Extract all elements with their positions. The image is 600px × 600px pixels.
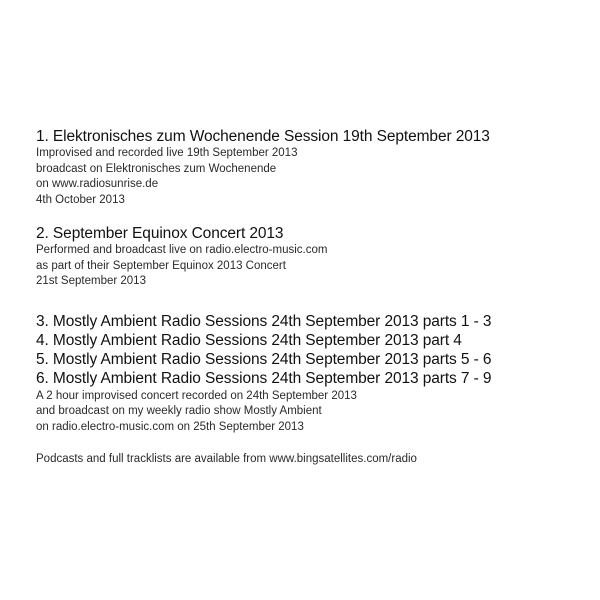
section-heading: 4. Mostly Ambient Radio Sessions 24th September 2013 part 4: [36, 331, 462, 349]
section-details: [36, 389, 588, 436]
section-detail-line: 4th October 2013: [36, 193, 125, 206]
section-heading: 2. September Equinox Concert 2013: [36, 225, 284, 242]
section-detail-line: and broadcast on my weekly radio show Mostly Ambient: [36, 405, 322, 417]
section-detail-line: 21st September 2013: [36, 275, 146, 287]
footer-note: Podcasts and full tracklists are available from www.bingsatellites.com/radio: [36, 453, 417, 465]
track-notes: [36, 127, 588, 467]
section-detail-line: Performed and broadcast live on radio.electro-music.com: [36, 244, 328, 256]
section-2: [36, 224, 588, 290]
section-detail-line: as part of their September Equinox 2013 Concert: [36, 259, 286, 272]
section-heading: 1. Elektronisches zum Wochenende Session 19th September 2013: [36, 128, 490, 145]
section-heading: 5. Mostly Ambient Radio Sessions 24th September 2013 parts 5 - 6: [36, 350, 492, 368]
section-detail-line: broadcast on Elektronisches zum Wochenende: [36, 162, 277, 175]
section-detail-line: Improvised and recorded live 19th September 2013: [36, 147, 298, 159]
section-detail-line: on radio.electro-music.com on 25th September 2013: [36, 420, 304, 433]
section-heading: 3. Mostly Ambient Radio Sessions 24th September 2013 parts 1 - 3: [36, 312, 492, 330]
section-detail-line: on www.radiosunrise.de: [36, 178, 159, 190]
section-detail-line: A 2 hour improvised concert recorded on 24th September 2013: [36, 389, 357, 402]
section-1: [36, 127, 588, 208]
section-heading: 6. Mostly Ambient Radio Sessions 24th September 2013 parts 7 - 9: [36, 369, 492, 387]
section-3: [36, 312, 588, 436]
